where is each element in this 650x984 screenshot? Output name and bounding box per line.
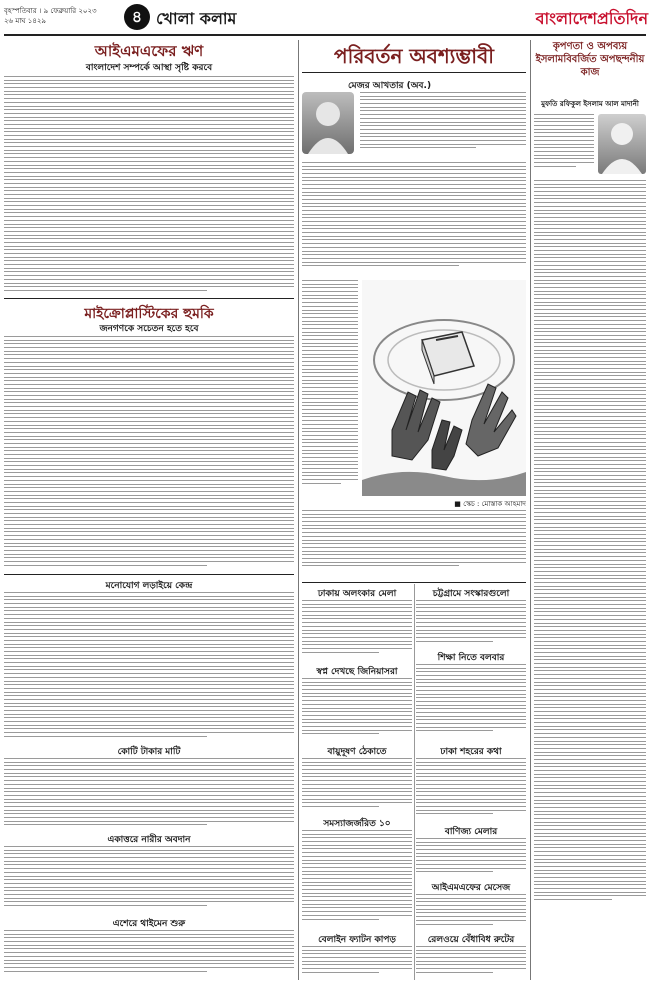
title-rule bbox=[302, 72, 526, 73]
column-divider bbox=[298, 40, 299, 980]
left-column bbox=[4, 40, 294, 980]
brief-body-text bbox=[302, 678, 412, 742]
microplastic-body-text bbox=[4, 336, 294, 572]
article-body-text bbox=[302, 162, 526, 278]
news-briefs bbox=[302, 584, 526, 980]
microplastic-subhead: জনগণকে সচেতন হতে হবে bbox=[99, 324, 199, 334]
date-line: বৃহস্পতিবার । ৯ ফেব্রুয়ারি ২০২৩ ২৬ মাঘ ১৪২৯ bbox=[4, 7, 97, 25]
divider bbox=[4, 574, 294, 575]
brief-headline: রেলওয়ে বেঁধাবিধ রুটের bbox=[427, 935, 515, 945]
article-body-text bbox=[360, 92, 526, 158]
brief-body-text bbox=[416, 894, 526, 930]
brief-headline: আইএমএফের মেসেজ bbox=[431, 883, 511, 893]
brief-body-text bbox=[4, 592, 294, 742]
brief-body-text bbox=[416, 664, 526, 742]
brief-body-text bbox=[4, 758, 294, 830]
brief-headline: স্বপ্ন দেখছে জিনিয়াসরা bbox=[316, 667, 398, 677]
person-icon bbox=[302, 92, 354, 154]
brief-headline: সমস্যাজর্জরিত ১০ bbox=[323, 819, 391, 829]
ballot-illustration bbox=[362, 280, 526, 496]
section-rule bbox=[302, 582, 526, 583]
section-title: খোলা কলাম bbox=[156, 9, 237, 28]
brief-headline: চট্টগ্রামে সংস্কারগুলো bbox=[432, 589, 510, 599]
brief-body-text bbox=[4, 846, 294, 914]
imf-body-text bbox=[4, 76, 294, 296]
microplastic-headline: মাইক্রোপ্লাস্টিকের হুমকি bbox=[84, 306, 214, 322]
brief-body-text bbox=[416, 758, 526, 822]
page-number: ৪ bbox=[124, 4, 150, 30]
divider bbox=[4, 298, 294, 299]
article-body-text bbox=[302, 280, 358, 496]
masthead-rule bbox=[4, 34, 646, 36]
brief-body-text bbox=[302, 946, 412, 978]
brief-body-text bbox=[416, 838, 526, 878]
brief-headline: একাত্তরে নারীর অবদান bbox=[107, 835, 191, 845]
column-divider bbox=[530, 40, 531, 980]
right-body-text bbox=[534, 180, 646, 976]
brief-body-text bbox=[4, 930, 294, 978]
brief-body-text bbox=[302, 830, 412, 930]
article-title: পরিবর্তন অবশ্যম্ভাবী bbox=[334, 44, 494, 68]
main-article bbox=[302, 40, 526, 580]
brief-body-text bbox=[302, 758, 412, 814]
image-caption: ■ স্কেচ : মোস্তাক আহমাদ bbox=[454, 500, 526, 508]
author-byline: মেজর আখতার (অব.) bbox=[348, 81, 432, 91]
person-icon bbox=[598, 114, 646, 174]
right-column bbox=[534, 40, 646, 980]
brief-headline: ঢাকায় অলংকার মেলা bbox=[317, 589, 397, 599]
brief-headline: বায়ুদূষণ ঠেকাতে bbox=[327, 747, 387, 757]
brief-headline: বাণিজ্য মেলার bbox=[444, 827, 498, 837]
right-byline: মুফতি রফিকুল ইসলাম আল মাদানী bbox=[541, 100, 639, 108]
imf-headline: আইএমএফের ঋণ bbox=[94, 42, 204, 60]
brief-body-text bbox=[302, 600, 412, 662]
imf-subhead: বাংলাদেশ সম্পর্কে আস্থা সৃষ্টি করবে bbox=[85, 63, 213, 73]
newspaper-logo: বাংলাদেশপ্রতিদিন bbox=[535, 9, 648, 28]
author-photo bbox=[598, 114, 646, 174]
right-body-text bbox=[534, 114, 594, 176]
column-divider bbox=[414, 584, 415, 980]
author-photo bbox=[302, 92, 354, 154]
brief-body-text bbox=[416, 946, 526, 978]
brief-body-text bbox=[416, 600, 526, 648]
brief-headline: শিক্ষা নিতে বলবার bbox=[437, 653, 505, 663]
brief-headline: এশেরে থাইমেন শুরু bbox=[112, 919, 186, 929]
right-headline: কৃপণতা ও অপব্যয় ইসলামবিবর্জিত অপছন্দনীয় কাজ bbox=[535, 41, 645, 78]
brief-headline: বেলাইন ফ্যাটন কাপড় bbox=[318, 935, 396, 945]
brief-headline: ঢাকা শহরের কথা bbox=[440, 747, 502, 757]
article-body-text bbox=[302, 510, 526, 576]
article-illustration bbox=[362, 280, 526, 496]
brief-headline: কোটি টাকার মাটি bbox=[117, 747, 181, 757]
brief-headline: মনোযোগ লড়াইয়ে কেন্দ্র bbox=[105, 581, 193, 591]
